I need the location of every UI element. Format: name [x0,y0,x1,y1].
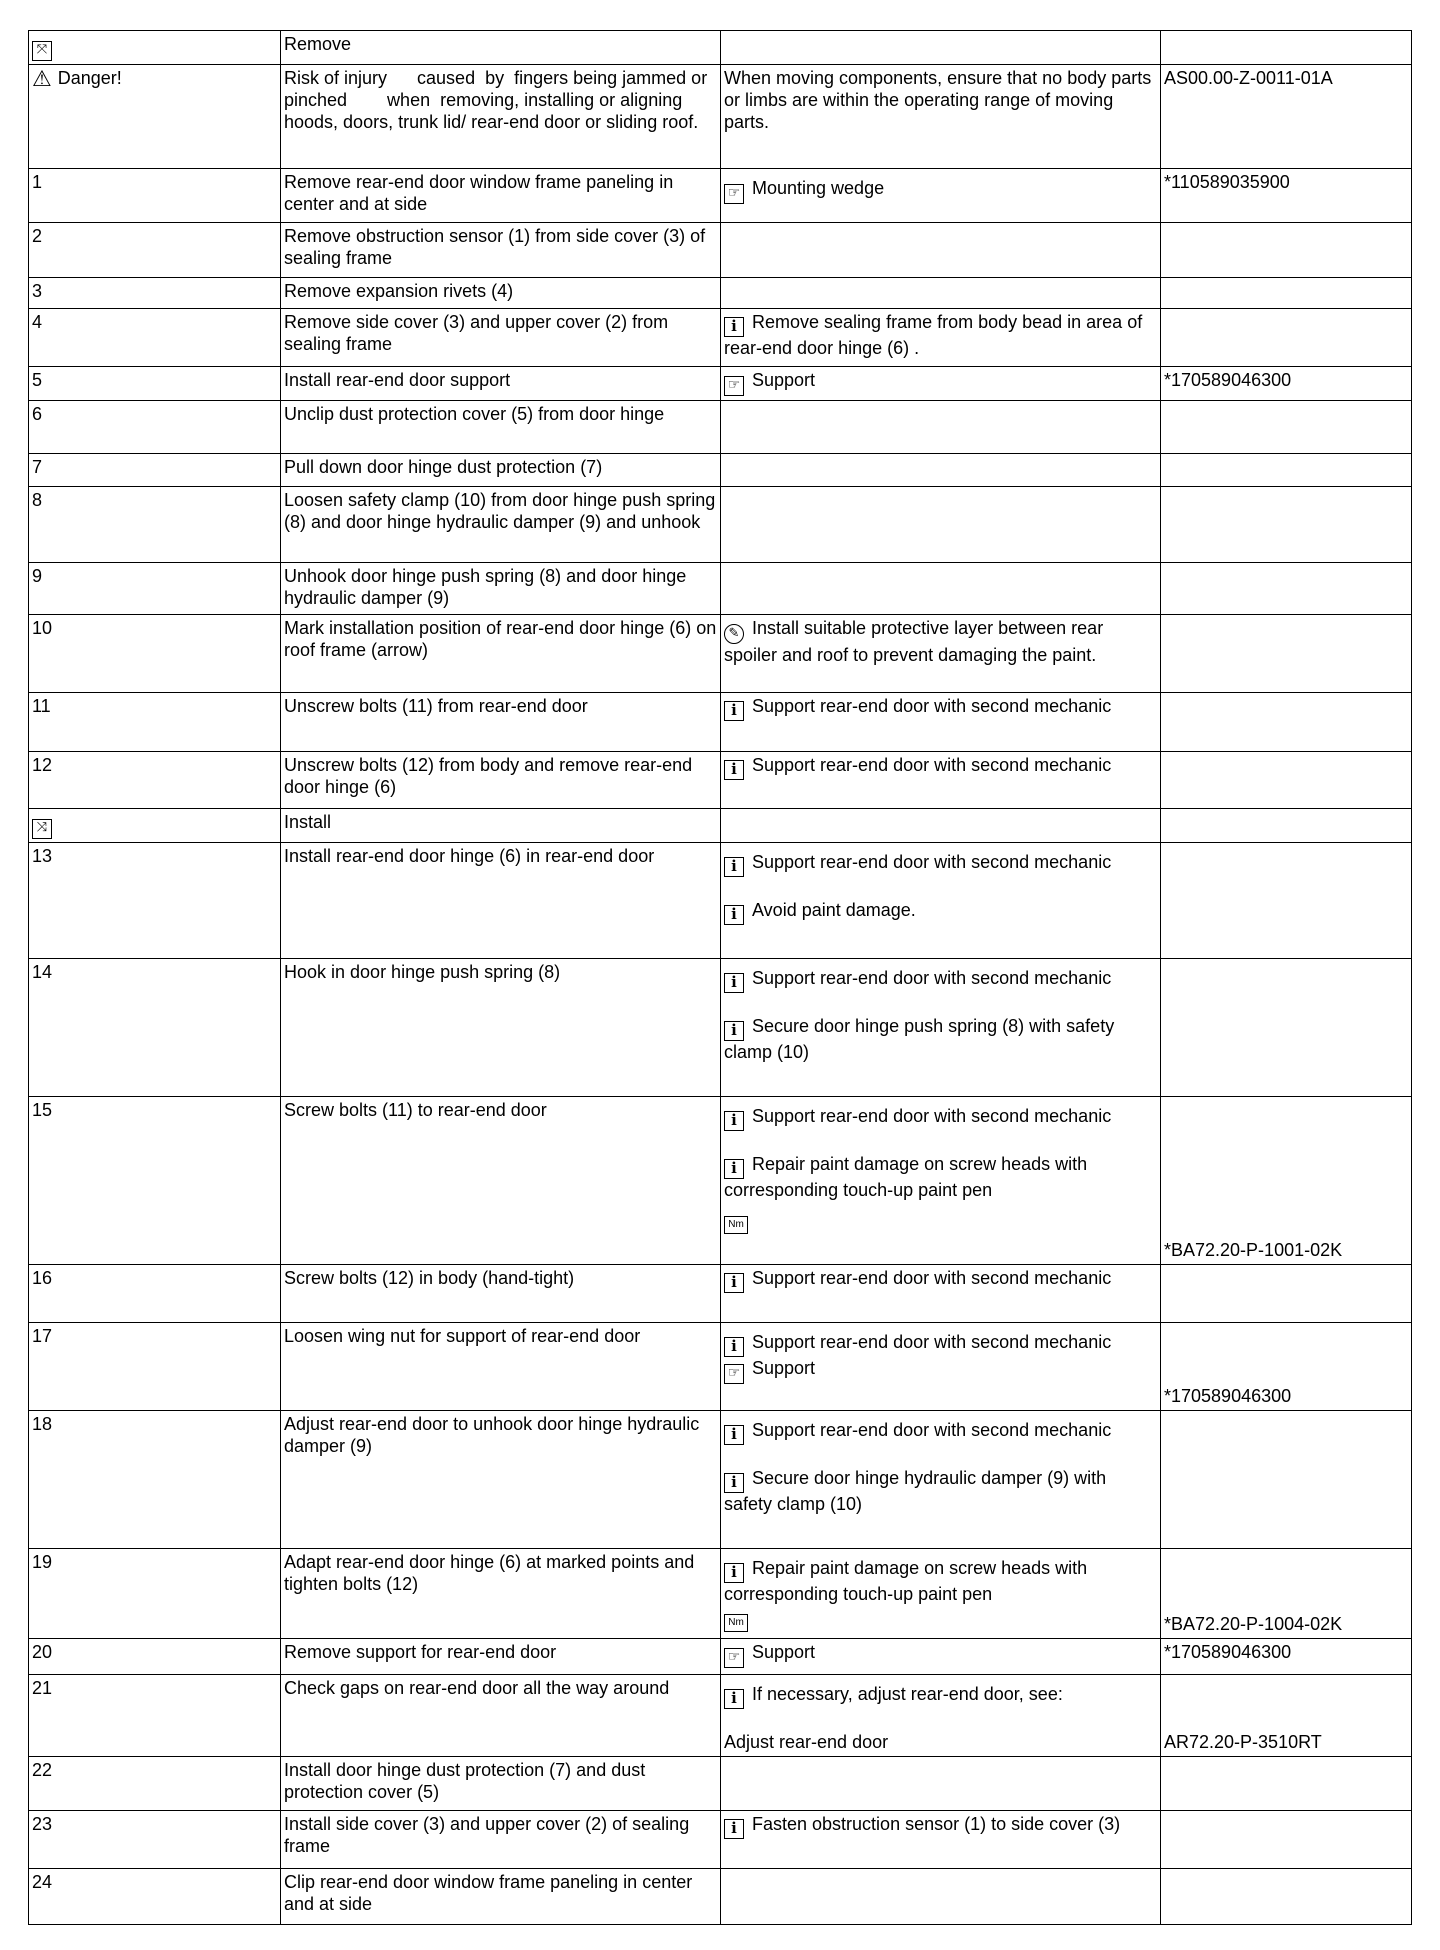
torque-reference[interactable]: *BA72.20-P-1001-02K [1164,1240,1343,1260]
step-description: Risk of injury caused by fingers being jammed or pinched when removing, installing or aligning hoods, doors, trunk lid/ rear-end door or sliding roof. [281,65,721,169]
special-tool-icon: ☞ [724,184,744,204]
step-number: 10 [29,615,281,693]
table-row [29,959,1412,1097]
step-number: 1 [29,169,281,223]
step-description: Adapt rear-end door hinge (6) at marked points and tighten bolts (12) [281,1549,721,1639]
tool-number[interactable]: *110589035900 [1161,169,1412,223]
tool-number[interactable]: *170589046300 [1164,1386,1292,1406]
step-description: Install side cover (3) and upper cover (2) of sealing frame [281,1811,721,1869]
torque-nm-icon: Nm [724,1614,748,1632]
table-row [29,1549,1412,1639]
tool-name: Support [752,1642,816,1662]
step-number: 11 [29,693,281,752]
step-number: 15 [29,1097,281,1265]
step-number: 2 [29,223,281,278]
step-description: Remove rear-end door window frame paneling in center and at side [281,169,721,223]
step-description: Remove expansion rivets (4) [281,278,721,309]
step-note: Repair paint damage on screw heads with corresponding touch-up paint pen [724,1558,1088,1604]
step-description: Remove obstruction sensor (1) from side cover (3) of sealing frame [281,223,721,278]
step-note: Support rear-end door with second mechanic [752,1106,1112,1126]
tool-number[interactable]: *170589046300 [1161,1639,1412,1675]
danger-label: Danger! [57,68,122,88]
step-number: 22 [29,1757,281,1811]
tool-name: Mounting wedge [752,178,885,198]
step-number: 14 [29,959,281,1097]
table-row [29,278,1412,309]
reference-link[interactable]: AS00.00-Z-0011-01A [1161,65,1412,169]
tool-number[interactable]: *170589046300 [1161,367,1412,401]
table-row [29,401,1412,454]
table-row [29,1265,1412,1323]
info-icon: i [724,701,744,721]
step-number: 12 [29,752,281,809]
info-icon: i [724,1425,744,1445]
step-number: 7 [29,454,281,487]
step-description: Remove side cover (3) and upper cover (2) from sealing frame [281,309,721,367]
info-icon: i [724,905,744,925]
warning-triangle-icon: ⚠ [32,67,52,92]
info-icon: i [724,1111,744,1131]
step-note: Support rear-end door with second mechanic [752,852,1112,872]
step-description: Remove [281,31,721,65]
step-description: Unclip dust protection cover (5) from door hinge [281,401,721,454]
step-number: 8 [29,487,281,563]
step-number: 21 [29,1675,281,1757]
step-number: 5 [29,367,281,401]
table-row [29,615,1412,693]
step-note: Repair paint damage on screw heads with corresponding touch-up paint pen [724,1154,1088,1200]
step-number: 6 [29,401,281,454]
table-row [29,1757,1412,1811]
step-number: 20 [29,1639,281,1675]
table-row [29,752,1412,809]
table-row [29,31,1412,65]
info-icon: i [724,1563,744,1583]
table-row [29,309,1412,367]
table-row [29,563,1412,615]
step-description: Adjust rear-end door to unhook door hinge hydraulic damper (9) [281,1411,721,1549]
step-number: 9 [29,563,281,615]
table-row [29,367,1412,401]
step-description: Check gaps on rear-end door all the way around [281,1675,721,1757]
table-row [29,1675,1412,1757]
step-description: Loosen wing nut for support of rear-end door [281,1323,721,1411]
info-icon: i [724,857,744,877]
step-number: 18 [29,1411,281,1549]
table-row [29,1639,1412,1675]
table-row [29,1869,1412,1925]
procedure-table [28,30,1412,1925]
table-row [29,809,1412,843]
step-note: If necessary, adjust rear-end door, see: [752,1684,1063,1704]
step-note: Support rear-end door with second mechanic [752,1268,1112,1288]
step-description: Install rear-end door support [281,367,721,401]
tool-name: Support [752,370,816,390]
table-row [29,223,1412,278]
step-number: 17 [29,1323,281,1411]
step-description: Screw bolts (12) in body (hand-tight) [281,1265,721,1323]
special-tool-icon: ☞ [724,1364,744,1384]
table-row [29,693,1412,752]
step-note: Install suitable protective layer between rear spoiler and roof to prevent damaging the paint. [724,618,1104,665]
step-number: 24 [29,1869,281,1925]
step-description: Install [281,809,721,843]
torque-nm-icon: Nm [724,1216,748,1234]
info-icon: i [724,317,744,337]
info-icon: i [724,1689,744,1709]
step-description: Remove support for rear-end door [281,1639,721,1675]
table-row [29,65,1412,169]
special-tool-icon: ☞ [724,1648,744,1668]
step-description: Unscrew bolts (11) from rear-end door [281,693,721,752]
step-note: Fasten obstruction sensor (1) to side cover (3) [752,1814,1121,1834]
step-note: Secure door hinge hydraulic damper (9) with safety clamp (10) [724,1468,1107,1514]
step-note: Secure door hinge push spring (8) with safety clamp (10) [724,1016,1115,1062]
step-description: Clip rear-end door window frame paneling in center and at side [281,1869,721,1925]
step-description: Pull down door hinge dust protection (7) [281,454,721,487]
step-note: When moving components, ensure that no body parts or limbs are within the operating range of moving parts. [721,65,1161,169]
table-row [29,843,1412,959]
step-description: Mark installation position of rear-end door hinge (6) on roof frame (arrow) [281,615,721,693]
step-number: 23 [29,1811,281,1869]
info-icon: i [724,973,744,993]
tool-name: Support [752,1358,816,1378]
reference-link[interactable]: AR72.20-P-3510RT [1164,1732,1322,1752]
table-row [29,487,1412,563]
table-row [29,1411,1412,1549]
info-icon: i [724,1273,744,1293]
step-number: 16 [29,1265,281,1323]
step-description: Loosen safety clamp (10) from door hinge push spring (8) and door hinge hydraulic damper (9) and unhook [281,487,721,563]
install-symbol-icon: ⤨ [32,819,52,839]
torque-reference[interactable]: *BA72.20-P-1004-02K [1164,1614,1343,1634]
step-number: 13 [29,843,281,959]
table-row [29,1097,1412,1265]
step-note: Remove sealing frame from body bead in area of rear-end door hinge (6) . [724,312,1143,358]
info-icon: i [724,1159,744,1179]
info-icon: i [724,1473,744,1493]
table-row [29,169,1412,223]
step-note: Support rear-end door with second mechanic [752,755,1112,775]
step-number: 19 [29,1549,281,1639]
step-number: 4 [29,309,281,367]
step-number: 3 [29,278,281,309]
paint-note-icon: ✎ [724,624,744,644]
step-note: Avoid paint damage. [752,900,916,920]
table-row [29,1323,1412,1411]
step-description: Screw bolts (11) to rear-end door [281,1097,721,1265]
step-note: Support rear-end door with second mechanic [752,1420,1112,1440]
table-row [29,454,1412,487]
step-description: Unhook door hinge push spring (8) and door hinge hydraulic damper (9) [281,563,721,615]
info-icon: i [724,1819,744,1839]
info-icon: i [724,760,744,780]
step-description: Install door hinge dust protection (7) and dust protection cover (5) [281,1757,721,1811]
info-icon: i [724,1337,744,1357]
table-row [29,1811,1412,1869]
reference-link[interactable]: Adjust rear-end door [724,1732,889,1752]
step-description: Unscrew bolts (12) from body and remove rear-end door hinge (6) [281,752,721,809]
step-note: Support rear-end door with second mechanic [752,968,1112,988]
special-tool-icon: ☞ [724,376,744,396]
step-description: Hook in door hinge push spring (8) [281,959,721,1097]
step-description: Install rear-end door hinge (6) in rear-end door [281,843,721,959]
step-note: Support rear-end door with second mechanic [752,1332,1112,1352]
step-note: Support rear-end door with second mechanic [752,696,1112,716]
remove-symbol-icon: ⤧ [32,41,52,61]
info-icon: i [724,1021,744,1041]
